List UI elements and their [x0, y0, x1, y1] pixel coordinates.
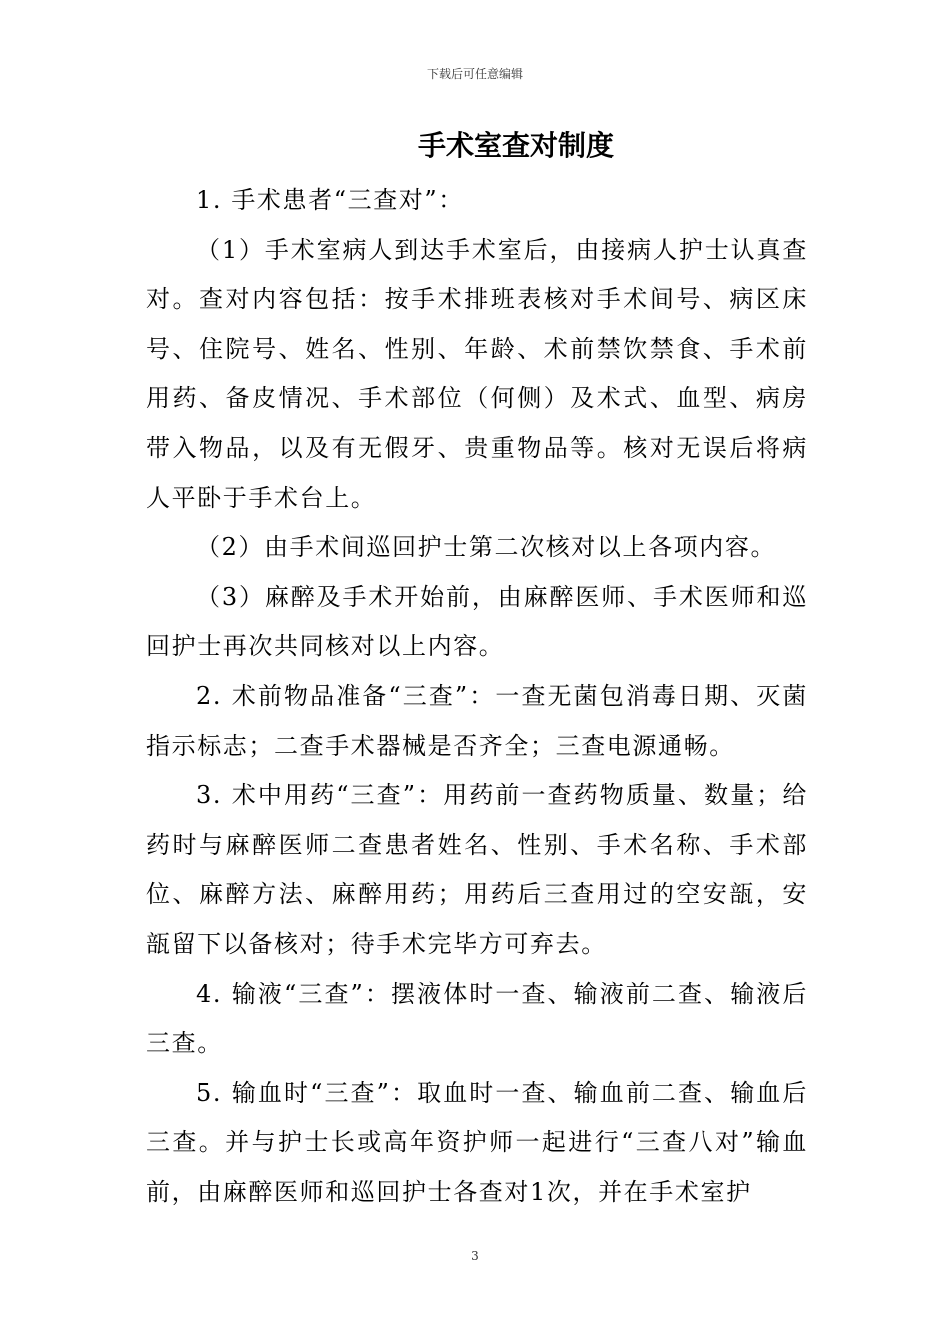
page-title: 手术室查对制度: [417, 129, 614, 162]
document-body: [146, 176, 808, 1217]
paragraph-6: 3. 术中用药“三查”：用药前一查药物质量、数量；给药时与麻醉医师二查患者姓名、性别、手术名称、手术部位、麻醉方法、麻醉用药；用药后三查用过的空安瓿，安瓿留下以备核对；待手术完毕方可弃去。: [146, 781, 808, 958]
paragraph-7: 4. 输液“三查”：摆液体时一查、输液前二查、输液后三查。: [146, 979, 808, 1058]
paragraph-1: 1. 手术患者“三查对”：: [196, 186, 464, 214]
paragraph-2: （1）手术室病人到达手术室后，由接病人护士认真查对。查对内容包括：按手术排班表核对手术间号、病区床号、住院号、姓名、性别、年龄、术前禁饮禁食、手术前用药、备皮情况、手术部位（何侧）及术式、血型、病房带入物品，以及有无假牙、贵重物品等。核对无误后将病人平卧于手术台上。: [146, 235, 808, 512]
paragraph-4: （3）麻醉及手术开始前，由麻醉医师、手术医师和巡回护士再次共同核对以上内容。: [146, 582, 808, 661]
paragraph-3: （2）由手术间巡回护士第二次核对以上各项内容。: [196, 533, 777, 562]
paragraph-5: 2. 术前物品准备“三查”：一查无菌包消毒日期、灭菌指示标志；二查手术器械是否齐全；三查电源通畅。: [146, 681, 808, 760]
header-note: 下载后可任意编辑: [426, 67, 523, 81]
paragraph-8: 5. 输血时“三查”：取血时一查、输血前二查、输血后三查。并与护士长或高年资护师一起进行“三查八对”输血前，由麻醉医师和巡回护士各查对1次，并在手术室护: [146, 1078, 808, 1206]
page-number: 3: [471, 1249, 479, 1263]
